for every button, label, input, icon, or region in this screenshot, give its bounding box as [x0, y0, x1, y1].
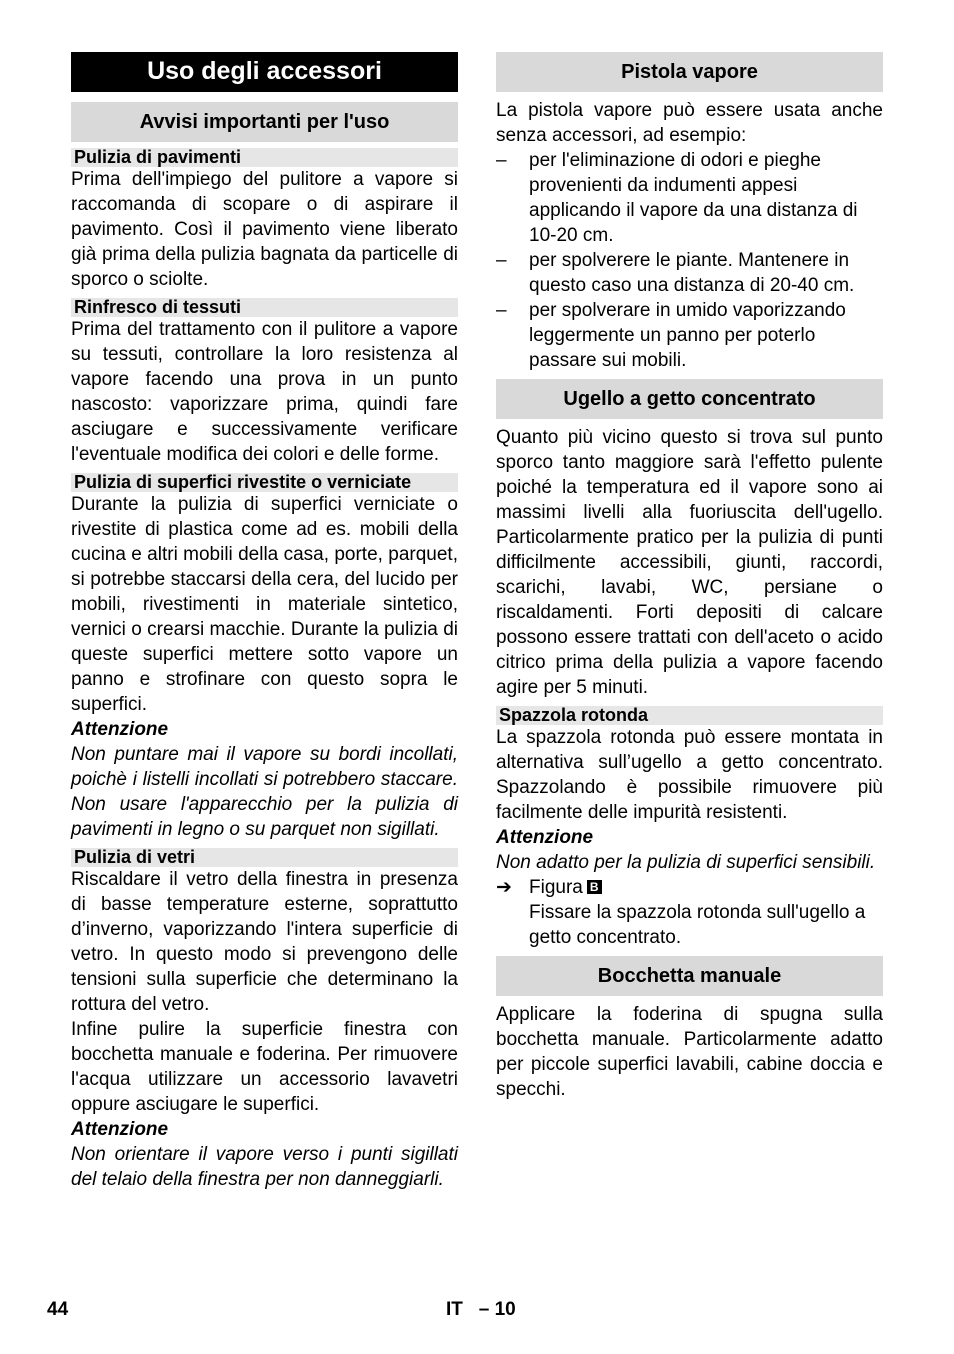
subheading-spazzola: Spazzola rotonda	[496, 706, 883, 725]
paragraph-spazzola: La spazzola rotonda può essere montata in alternativa sull’ugello a getto concentrato. Spazzolando è possibile rimuovere più facilmente delle impurità resistenti.	[496, 727, 883, 823]
paragraph-vetri-1: Riscaldare il vetro della finestra in presenza di basse temperature esterne, soprattutto d’inverno, vaporizzando l'intera superficie di vetro. In questo modo si prevengono delle tensioni sulla superficie che determinano la rottura del vetro.	[71, 869, 458, 1015]
paragraph-tessuti: Prima del trattamento con il pulitore a vapore su tessuti, controllare la loro resistenza al vapore facendo una prova in un punto nascosto: vaporizzare prima, quindi fare asciugare e successivamente verificare l'eventuale modifica dei colori e delle forme.	[71, 319, 458, 465]
arrow-right-icon: ➔	[496, 877, 512, 898]
section-heading-avvisi: Avvisi importanti per l'uso	[71, 102, 458, 142]
subheading-pavimenti: Pulizia di pavimenti	[71, 148, 458, 167]
attention-text-superfici: Non puntare mai il vapore su bordi incollati, poichè i listelli incollati si potrebbero staccare. Non usare l'apparecchio per la pulizia di pavimenti in legno o su parquet non sigillati.	[71, 744, 458, 840]
list-item-text: per l'eliminazione di odori e pieghe provenienti da indumenti appesi applicando il vapore da una distanza di 10-20 cm.	[529, 150, 858, 246]
section-heading-bocchetta: Bocchetta manuale	[496, 956, 883, 996]
paragraph-pistola-intro: La pistola vapore può essere usata anche senza accessori, ad esempio:	[496, 100, 883, 146]
attention-label-spazzola: Attenzione	[496, 827, 594, 848]
left-column	[71, 52, 458, 1192]
chapter-title: Uso degli accessori	[71, 52, 458, 92]
paragraph-vetri-2: Infine pulire la superficie finestra con bocchetta manuale e foderina. Per rimuovere l'acqua utilizzare un accessorio lavavetri oppure asciugare le superfici.	[71, 1019, 458, 1115]
list-item	[496, 248, 883, 298]
paragraph-superfici: Durante la pulizia di superfici verniciate o rivestite di plastica come ad es. mobili della cucina e altri mobili della casa, porte, parquet, si potrebbe staccarsi della cera, del lucido per mobili, rivestimenti in materiale sintetico, vernici o crearsi macchie. Durante la pulizia di queste superfici mettere sotto vapore un panno e strofinare con questo sopra le superfici.	[71, 494, 458, 715]
step-instruction: Fissare la spazzola rotonda sull'ugello a getto concentrato.	[529, 902, 866, 948]
attention-label-superfici: Attenzione	[71, 719, 169, 740]
list-item-text: per spolverere le piante. Mantenere in questo caso una distanza di 20-40 cm.	[529, 250, 855, 296]
figure-badge: B	[587, 880, 602, 894]
dash-bullet: –	[496, 150, 507, 171]
dash-bullet: –	[496, 300, 507, 321]
footer-page-number: 44	[47, 1299, 69, 1320]
section-heading-pistola: Pistola vapore	[496, 52, 883, 92]
subheading-superfici: Pulizia di superfici rivestite o verniciate	[71, 473, 458, 492]
paragraph-bocchetta: Applicare la foderina di spugna sulla bocchetta manuale. Particolarmente adatto per piccole superfici lavabili, cabine doccia e specchi.	[496, 1004, 883, 1100]
footer-language-page: IT – 10	[446, 1299, 516, 1320]
figure-label: Figura	[529, 877, 583, 898]
paragraph-pavimenti: Prima dell'impiego del pulitore a vapore si raccomanda di scopare o di aspirare il pavimento. Così il pavimento viene liberato già prima della pulizia bagnata da particelle di sporco o sciolte.	[71, 169, 458, 290]
list-item	[496, 298, 883, 373]
attention-text-spazzola: Non adatto per la pulizia di superfici sensibili.	[496, 852, 876, 873]
attention-label-vetri: Attenzione	[71, 1119, 169, 1140]
paragraph-ugello: Quanto più vicino questo si trova sul punto sporco tanto maggiore sarà l'effetto pulente poiché la temperatura ed il vapore sono ai massimi livelli alla fuoriuscita dell'ugello. Particolarmente pratico per la pulizia di punti difficilmente accessibili, giunti, raccordi, scarichi, lavabi, WC, persiane o riscaldamenti. Forti depositi di calcare possono essere trattati con dell'aceto o acido citrico prima della pulizia a vapore facendo agire per 5 minuti.	[496, 427, 883, 698]
section-heading-ugello: Ugello a getto concentrato	[496, 379, 883, 419]
pistola-list	[496, 148, 883, 373]
subheading-vetri: Pulizia di vetri	[71, 848, 458, 867]
right-column	[496, 52, 883, 1102]
subheading-tessuti: Rinfresco di tessuti	[71, 298, 458, 317]
figure-reference	[496, 875, 883, 900]
list-item	[496, 148, 883, 248]
attention-text-vetri: Non orientare il vapore verso i punti sigillati del telaio della finestra per non danneggiarli.	[71, 1144, 458, 1190]
list-item-text: per spolverare in umido vaporizzando leggermente un panno per poterlo passare sui mobili.	[529, 300, 846, 371]
dash-bullet: –	[496, 250, 507, 271]
